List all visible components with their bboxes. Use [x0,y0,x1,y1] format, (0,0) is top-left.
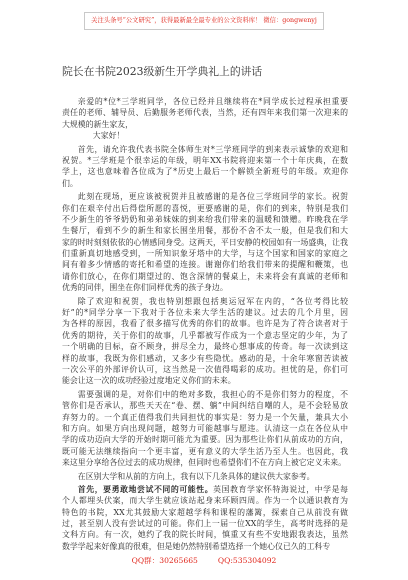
bold-lead-sentence: 首先，要勇敢地尝试不同的可能性。 [77,484,214,494]
text-line: 为各样的原因，我看了很多描写优秀的你们的故事。也许是为了符合读者对于 [62,319,348,329]
text-line: 既可能无法继续指向一个更丰富，更有意义的大学生活乃至人生。也因此，我 [62,446,348,456]
text-line: 除了欢迎和祝贺，我也特别想跟包括奥运冠军在内的，“各位考得比较 [77,296,348,306]
text-line: 和方向。如果方向出现问题，越努力可能越事与愿违。认清这一点在各位从中 [62,423,348,433]
text-line: 你们在艰辛付出后得偿所愿的喜悦，更要感谢的是，你们的到来，特别是我们 [62,203,348,213]
text-line: 管你们是否承认，那些天天在“卷、摆、躺”中间纠结自嘲的人，是不会轻易放 [62,401,348,411]
text-line: 在区别大学和从前的方向上，我有以下几条具体的建议供大家参考。 [77,471,315,481]
document-title: 院长在书院2023级新生开学典礼上的讲话 [62,65,263,78]
document-body [62,96,348,554]
text-line: 来这里分享给各位过去的成功规律，但同时也希望你们不在方向上被它定义未来。 [62,458,347,468]
text-line: 祝贺。*三学班是个很幸运的年级，明年XX书院将迎来第一个十年庆典，在数 [62,155,348,165]
text-line: 生餐厅，看到不少的新生和家长围坐用餐，那份不舍不太一般，但是我们和大 [62,226,348,236]
text-line: 此刻在现场，更应该被祝贺并且被感谢的是各位三学班同学的家长。祝贺 [77,192,348,202]
text-line: 亲爱的*位*三学班同学，各位已经并且继续将在*同学成长过程承担重要 [77,97,348,106]
body-paragraph [62,471,348,482]
text-line: 不少新生的爷爷奶奶和弟弟妹妹的到来给我们带来的温暖和馈赠。昨晚我在学 [62,214,348,224]
text-line: 们重新真切地感受到，一所知识象牙塔中的大学，与这个国家和国家的家庭之 [62,249,348,259]
text-line: 责任的老师、辅导员、后勤服务老师代表，当然，还有四年来我们第一次迎来的 [62,108,348,118]
text-line [62,484,348,495]
text-line: 需要强调的是，对你们中的绝对多数，我担心的不是你们努力的程度，不 [77,389,348,399]
greeting-line: 大家好！ [92,131,125,141]
text-segment: 英国教育学家怀特海说过，中学是每 [213,484,348,494]
body-paragraph [62,484,348,552]
text-line: 学上，这也意味着各位成为了*历史上最后一个解锁全新班号的年级。欢迎你 [62,167,348,177]
body-paragraph [62,191,348,294]
promo-banner-text: 关注头条号“公文研究”，获得最新最全最专业的公文资料库！ 微信：gongwenyj [91,17,317,24]
text-line: 大规模的新生家友， [62,119,134,129]
body-paragraphs [62,144,348,553]
body-paragraph [62,144,348,190]
text-line: 好”的*同学分享一下我对于各位未来大学生活的建议。过去的几个月里，因 [62,308,348,318]
text-line: 一次公平的外部评价认可，这当然是一次值得喝彩的成功。担忧的是，你们可 [62,364,348,374]
text-line: 学的成功迈向大学的开始时期可能尤为重要。因为那些让你们从前成功的方向， [62,435,348,445]
text-line: 们。 [62,178,78,188]
text-line: 一个明确的目标，奋不顾身，拼尽全力，最终心想事成的传奇。每一次读到这 [62,342,348,352]
text-line: 优秀的期待，关于你们的故事，几乎都被写作成为一个意志坚定的少年，为了 [62,330,348,340]
qq-group-number: QQ群：30265665 [131,556,198,565]
text-line: 特色的书院，XX尤其鼓励大家超越学科和课程的藩篱，探索自己从前没有做 [62,507,348,517]
text-line: 能会让这一次的成功经验过度地定义你们的未来。 [62,376,236,386]
text-line: 间有着多少情感的寄托和希望的连接。谢谢你们给我们带来的提醒和鞭策，也 [62,260,348,270]
text-line: 请你们放心，在你们期望过的、饱含深情的餐桌上，未来将会有真诚的老师和 [62,271,348,281]
qq-number: QQ:535304092 [217,556,277,565]
text-line: 个人都埋头伏案，而大学生就应该站起身来环顾四周。作为一个以通识教育为 [62,496,348,506]
text-line: 数学学起来好像真的很难，但是她仍然特别希望选择一个她心仪已久的工科专 [62,541,331,551]
body-paragraph [62,296,348,387]
body-paragraph [62,389,348,469]
text-line: 家的时时刻刻依依的心情感同身受。这两天，平日安静的校园如有一场盛典，让我 [62,237,348,247]
contact-footer [0,555,408,567]
promo-banner [84,12,324,30]
text-line: 弃努力的。一个真正值得我们共同担忧的事实是：努力是一个矢量，兼具大小 [62,412,348,422]
salutation-paragraph [62,96,348,130]
text-line: 文科方向。有一次，她约了我的院长时间，慎重又有些不安地跟我表达，虽然 [62,530,348,540]
text-line: 首先，请允许我代表书院全体师生对*三学班同学的到来表示诚挚的欢迎和 [77,144,348,154]
text-line: 样的故事，我既为你们感动，又多少有些隐忧。感动的是，十余年寒窗苦读被 [62,353,348,363]
text-line: 优秀的同伴，围坐在你们同样优秀的孩子身边。 [62,283,228,293]
text-line: 过，甚至别人没有尝试过的可能。你们上一届一位XX的学生，高考时选择的是 [62,519,348,529]
